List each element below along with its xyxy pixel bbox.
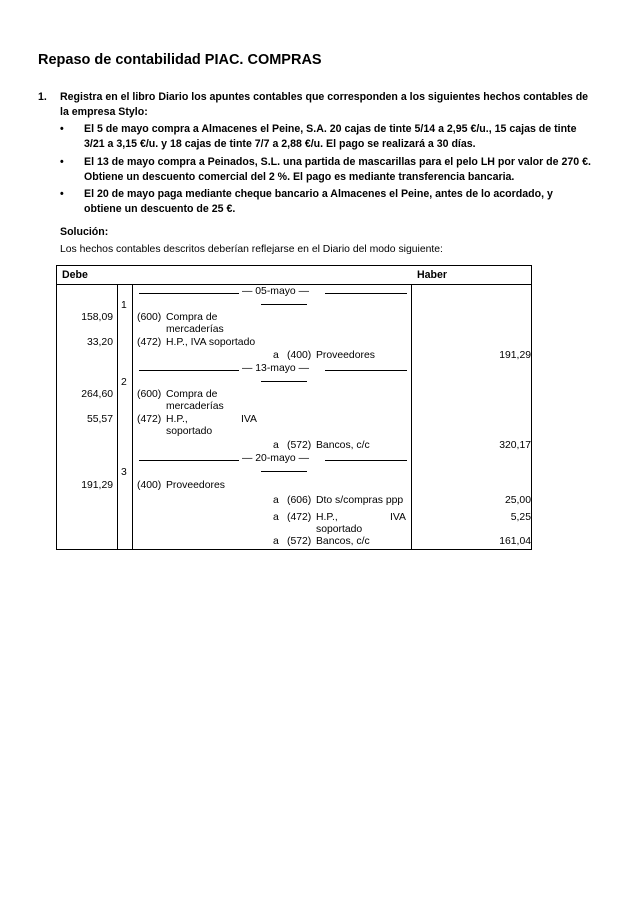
date-rule [325,293,407,294]
account-name-tail: IVA [390,512,406,523]
document-title: Repaso de contabilidad PIAC. COMPRAS [38,52,322,68]
bullet-icon: • [60,123,64,135]
bullet-text-line1: El 13 de mayo compra a Peinados, S.L. una partida de mascarillas para el pelo LH por valor de 270 €. [84,156,591,168]
account-name: Proveedores [316,350,375,361]
bullet-text-line1: El 5 de mayo compra a Almacenes el Peine, S.A. 20 cajas de tinte 5/14 a 2,95 €/u., 15 cajas de tinte [84,123,577,135]
entry-rule [261,381,307,382]
account-code: (472) [287,512,312,523]
solution-intro: Los hechos contables descritos deberían reflejarse en el Diario del modo siguiente: [60,244,443,255]
credit-amount: 191,29 [499,350,531,361]
question-text-line1: Registra en el libro Diario los apuntes contables que corresponden a los siguientes hechos contables de [60,91,589,103]
date-rule [325,370,407,371]
debit-amount: 264,60 [81,389,113,400]
account-code: (600) [137,312,162,323]
entry-date: — 05-mayo — [242,286,309,297]
credit-prefix: a [273,512,279,523]
credit-amount: 320,17 [499,440,531,451]
date-rule [139,293,239,294]
account-name: H.P., IVA soportado [166,337,256,348]
haber-header: Haber [417,269,448,281]
entry-number: 1 [121,300,127,311]
account-code: (606) [287,495,312,506]
question-number: 1. [38,91,47,103]
solution-label: Solución: [60,226,109,238]
column-divider [132,284,133,549]
bullet-text-line2: 3/21 a 3,15 €/u. y 18 cajas de tinte 7/7 a 2,88 €/u. El pago se realizará a 30 días. [84,138,476,150]
credit-amount: 161,04 [499,536,531,547]
account-name: Proveedores [166,480,225,491]
credit-prefix: a [273,350,279,361]
bullet-icon: • [60,156,64,168]
account-code: (400) [287,350,312,361]
entry-number: 2 [121,377,127,388]
journal-header [57,266,531,285]
entry-number: 3 [121,467,127,478]
bullet-text-line1: El 20 de mayo paga mediante cheque bancario a Almacenes el Peine, antes de lo acordado, y [84,188,553,200]
bullet-icon: • [60,188,64,200]
question-text-line2: la empresa Stylo: [60,106,148,118]
debit-amount: 191,29 [81,480,113,491]
entry-rule [261,471,307,472]
column-divider [411,284,412,549]
debit-amount: 33,20 [86,337,113,348]
debe-header: Debe [62,269,88,281]
entry-date: — 13-mayo — [242,363,309,374]
account-name: H.P., [316,512,338,523]
date-rule [139,370,239,371]
account-name: H.P., [166,414,188,425]
account-name: Compra de [166,389,218,400]
entry-date: — 20-mayo — [242,453,309,464]
account-name: Bancos, c/c [316,440,370,451]
date-rule [139,460,239,461]
account-code: (572) [287,536,312,547]
credit-amount: 5,25 [510,512,531,523]
account-code: (400) [137,480,162,491]
account-name-cont: mercaderías [166,324,224,335]
account-code: (472) [137,337,162,348]
account-name-tail: IVA [241,414,257,425]
account-code: (600) [137,389,162,400]
bullet-text-line2: Obtiene un descuento comercial del 2 %. El pago es mediante transferencia bancaria. [84,171,515,183]
account-name: Bancos, c/c [316,536,370,547]
credit-prefix: a [273,536,279,547]
entry-rule [261,304,307,305]
account-name: Dto s/compras ppp [316,495,404,506]
credit-prefix: a [273,495,279,506]
account-name-cont: soportado [316,524,363,535]
credit-amount: 25,00 [504,495,531,506]
debit-amount: 55,57 [86,414,113,425]
account-name-cont: soportado [166,426,213,437]
account-code: (472) [137,414,162,425]
bullet-text-line2: obtiene un descuento de 25 €. [84,203,236,215]
account-code: (572) [287,440,312,451]
account-name: Compra de [166,312,218,323]
credit-prefix: a [273,440,279,451]
column-divider [117,284,118,549]
journal-table [56,265,532,550]
debit-amount: 158,09 [81,312,113,323]
date-rule [325,460,407,461]
account-name-cont: mercaderías [166,401,224,412]
